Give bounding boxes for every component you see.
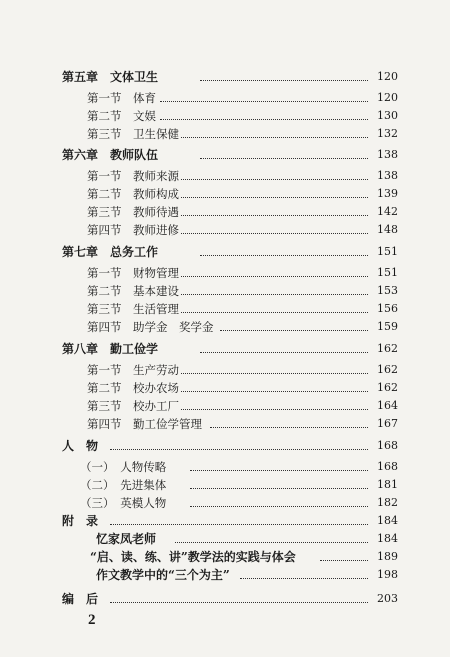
dot-leader [180, 137, 368, 138]
toc-chapter-7 [0, 243, 450, 261]
toc-title: 作文教学中的“三个为主” [96, 568, 230, 582]
toc-section [0, 379, 450, 397]
toc-title: 第四节 助学金 奖学金 [87, 320, 214, 334]
toc-page-number: 130 [375, 107, 398, 125]
toc-section [0, 125, 450, 143]
toc-appendix-item [0, 566, 450, 584]
toc-page-number: 159 [375, 318, 398, 336]
toc-page-number: 181 [375, 476, 398, 494]
toc-section [0, 203, 450, 221]
toc-page-number: 162 [375, 361, 398, 379]
toc-section [0, 361, 450, 379]
toc-page-number: 151 [375, 243, 398, 261]
dot-leader [160, 119, 368, 120]
toc-page-number: 132 [375, 125, 398, 143]
dot-leader [240, 578, 368, 579]
toc-page-number: 138 [375, 146, 398, 164]
toc-section [0, 476, 450, 494]
toc-page-number: 120 [375, 68, 398, 86]
toc-title: 第七章 总务工作 [62, 245, 159, 259]
toc-appendix-item [0, 530, 450, 548]
toc-page-number: 142 [375, 203, 398, 221]
toc-section [0, 107, 450, 125]
toc-page-number: 162 [375, 340, 398, 358]
toc-page-number: 156 [375, 300, 398, 318]
toc-title: （一） 人物传略 [80, 460, 167, 474]
toc-title: 第一节 财物管理 [87, 266, 179, 280]
dot-leader [200, 80, 368, 81]
dot-leader [210, 427, 368, 428]
toc-title: （三） 英模人物 [80, 496, 167, 510]
toc-title: 第五章 文体卫生 [62, 70, 159, 84]
toc-title: 附 录 [62, 514, 99, 528]
toc-page-number: 168 [375, 437, 398, 455]
toc-page-number: 151 [375, 264, 398, 282]
dot-leader [180, 373, 368, 374]
toc-chapter-6 [0, 146, 450, 164]
toc-chapter-8 [0, 340, 450, 358]
page-folio: 2 [88, 612, 96, 628]
dot-leader [180, 179, 368, 180]
toc-section [0, 185, 450, 203]
toc-title: 第三节 教师待遇 [87, 205, 179, 219]
toc-section [0, 167, 450, 185]
toc-page-number: 148 [375, 221, 398, 239]
toc-section [0, 282, 450, 300]
toc-section [0, 264, 450, 282]
toc-title: 第一节 体育 [87, 91, 156, 105]
toc-page-number: 164 [375, 397, 398, 415]
toc-section [0, 318, 450, 336]
toc-title: 人 物 [62, 439, 99, 453]
dot-leader [200, 255, 368, 256]
toc-title: 第四节 勤工俭学管理 [87, 417, 202, 431]
toc-title: 第二节 基本建设 [87, 284, 179, 298]
toc-page-number: 153 [375, 282, 398, 300]
dot-leader [190, 506, 368, 507]
toc-title: 第三节 生活管理 [87, 302, 179, 316]
toc-appendix-item [0, 548, 450, 566]
toc-title: 编 后 [62, 592, 99, 606]
toc-page-number: 184 [375, 530, 398, 548]
toc-section [0, 221, 450, 239]
toc-page-number: 198 [375, 566, 398, 584]
toc-title: 第二节 校办农场 [87, 381, 179, 395]
dot-leader [220, 330, 368, 331]
toc-appendix [0, 512, 450, 530]
dot-leader [180, 409, 368, 410]
toc-postscript [0, 590, 450, 608]
dot-leader [175, 542, 368, 543]
toc-title: 第三节 校办工厂 [87, 399, 179, 413]
toc-chapter-5 [0, 68, 450, 86]
dot-leader [180, 233, 368, 234]
toc-section [0, 415, 450, 433]
dot-leader [110, 602, 368, 603]
dot-leader [190, 470, 368, 471]
dot-leader [180, 312, 368, 313]
toc-title: 第二节 文娱 [87, 109, 156, 123]
toc-page-number: 138 [375, 167, 398, 185]
dot-leader [180, 294, 368, 295]
toc-title: 第三节 卫生保健 [87, 127, 179, 141]
toc-section [0, 494, 450, 512]
toc-page-number: 182 [375, 494, 398, 512]
toc-page-number: 167 [375, 415, 398, 433]
toc-title: 忆家凤老师 [96, 532, 157, 546]
toc-page-number: 184 [375, 512, 398, 530]
toc-title: “启、读、练、讲”教学法的实践与体会 [90, 550, 296, 564]
toc-title: 第六章 教师队伍 [62, 148, 159, 162]
toc-section [0, 89, 450, 107]
dot-leader [180, 215, 368, 216]
dot-leader [160, 101, 368, 102]
dot-leader [190, 488, 368, 489]
dot-leader [320, 560, 368, 561]
toc-page-number: 168 [375, 458, 398, 476]
toc-section [0, 300, 450, 318]
dot-leader [110, 449, 368, 450]
toc-page-number: 139 [375, 185, 398, 203]
toc-people [0, 437, 450, 455]
toc-title: 第八章 勤工俭学 [62, 342, 159, 356]
dot-leader [110, 524, 368, 525]
dot-leader [200, 158, 368, 159]
dot-leader [180, 197, 368, 198]
toc-title: 第四节 教师进修 [87, 223, 179, 237]
toc-section [0, 397, 450, 415]
toc-page-number: 120 [375, 89, 398, 107]
toc-title: 第一节 教师来源 [87, 169, 179, 183]
dot-leader [180, 391, 368, 392]
toc-title: 第二节 教师构成 [87, 187, 179, 201]
toc-page-number: 203 [375, 590, 398, 608]
toc-page-number: 162 [375, 379, 398, 397]
toc-page-number: 189 [375, 548, 398, 566]
toc-title: （二） 先进集体 [80, 478, 167, 492]
toc-section [0, 458, 450, 476]
toc-title: 第一节 生产劳动 [87, 363, 179, 377]
dot-leader [200, 352, 368, 353]
dot-leader [180, 276, 368, 277]
